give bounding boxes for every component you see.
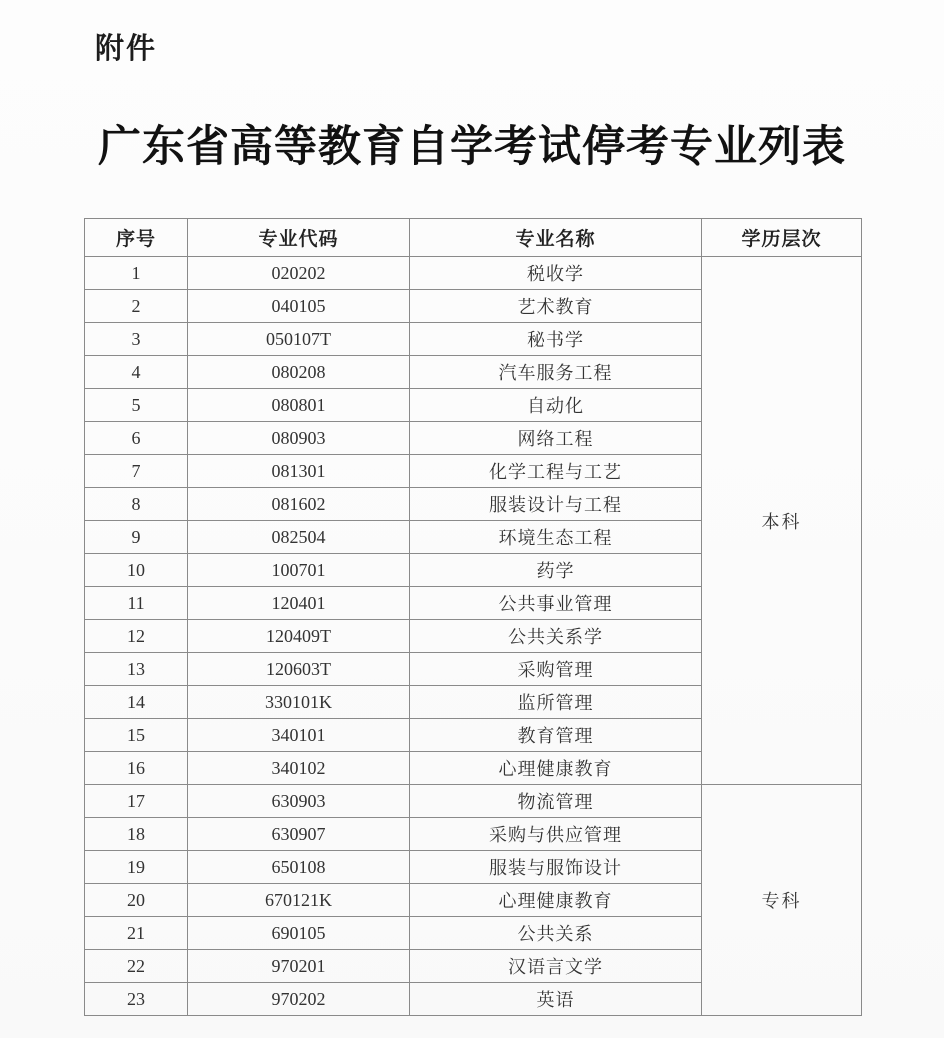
header-cell-name: 专业名称 <box>410 219 702 257</box>
cell-name: 自动化 <box>410 389 702 422</box>
cell-name: 公共关系学 <box>410 620 702 653</box>
cell-code: 050107T <box>188 323 410 356</box>
cell-name: 网络工程 <box>410 422 702 455</box>
attachment-label: 附件 <box>95 33 158 65</box>
cell-no: 2 <box>85 290 188 323</box>
cell-code: 120401 <box>188 587 410 620</box>
cell-no: 9 <box>85 521 188 554</box>
cell-no: 14 <box>85 686 188 719</box>
cell-no: 8 <box>85 488 188 521</box>
cell-code: 120603T <box>188 653 410 686</box>
cell-name: 采购管理 <box>410 653 702 686</box>
cell-no: 5 <box>85 389 188 422</box>
cell-no: 1 <box>85 257 188 290</box>
cell-no: 21 <box>85 917 188 950</box>
cell-name: 心理健康教育 <box>410 752 702 785</box>
cell-code: 120409T <box>188 620 410 653</box>
cell-code: 330101K <box>188 686 410 719</box>
cell-name: 汉语言文学 <box>410 950 702 983</box>
table-row <box>85 257 862 290</box>
cell-code: 970201 <box>188 950 410 983</box>
cell-code: 082504 <box>188 521 410 554</box>
cell-name: 汽车服务工程 <box>410 356 702 389</box>
cell-name: 服装设计与工程 <box>410 488 702 521</box>
cell-name: 公共关系 <box>410 917 702 950</box>
cell-code: 080801 <box>188 389 410 422</box>
cell-no: 17 <box>85 785 188 818</box>
cell-no: 20 <box>85 884 188 917</box>
cell-code: 630903 <box>188 785 410 818</box>
cell-no: 11 <box>85 587 188 620</box>
cell-no: 22 <box>85 950 188 983</box>
cell-name: 公共事业管理 <box>410 587 702 620</box>
cell-code: 081602 <box>188 488 410 521</box>
cell-no: 12 <box>85 620 188 653</box>
cell-code: 670121K <box>188 884 410 917</box>
cell-code: 340101 <box>188 719 410 752</box>
cell-no: 13 <box>85 653 188 686</box>
cell-name: 艺术教育 <box>410 290 702 323</box>
cell-code: 340102 <box>188 752 410 785</box>
page-title: 广东省高等教育自学考试停考专业列表 <box>98 124 846 171</box>
cell-name: 心理健康教育 <box>410 884 702 917</box>
header-cell-level: 学历层次 <box>702 219 862 257</box>
cell-name: 英语 <box>410 983 702 1016</box>
cell-name: 采购与供应管理 <box>410 818 702 851</box>
majors-table-body <box>85 257 862 1016</box>
header-cell-no: 序号 <box>85 219 188 257</box>
cell-name: 服装与服饰设计 <box>410 851 702 884</box>
suspended-majors-table <box>84 218 862 1016</box>
cell-name: 物流管理 <box>410 785 702 818</box>
cell-name: 监所管理 <box>410 686 702 719</box>
cell-code: 080208 <box>188 356 410 389</box>
cell-code: 020202 <box>188 257 410 290</box>
cell-education-level: 本科 <box>702 257 862 785</box>
cell-no: 15 <box>85 719 188 752</box>
cell-code: 650108 <box>188 851 410 884</box>
table-row <box>85 785 862 818</box>
header-row <box>85 219 862 257</box>
cell-no: 23 <box>85 983 188 1016</box>
header-cell-code: 专业代码 <box>188 219 410 257</box>
cell-code: 080903 <box>188 422 410 455</box>
cell-no: 10 <box>85 554 188 587</box>
cell-name: 药学 <box>410 554 702 587</box>
cell-code: 690105 <box>188 917 410 950</box>
cell-no: 3 <box>85 323 188 356</box>
cell-code: 040105 <box>188 290 410 323</box>
cell-no: 4 <box>85 356 188 389</box>
cell-code: 100701 <box>188 554 410 587</box>
cell-name: 秘书学 <box>410 323 702 356</box>
cell-no: 18 <box>85 818 188 851</box>
cell-code: 081301 <box>188 455 410 488</box>
cell-code: 630907 <box>188 818 410 851</box>
cell-name: 环境生态工程 <box>410 521 702 554</box>
table-header <box>85 219 862 257</box>
cell-code: 970202 <box>188 983 410 1016</box>
cell-education-level: 专科 <box>702 785 862 1016</box>
cell-no: 16 <box>85 752 188 785</box>
cell-name: 化学工程与工艺 <box>410 455 702 488</box>
cell-no: 7 <box>85 455 188 488</box>
cell-name: 税收学 <box>410 257 702 290</box>
cell-name: 教育管理 <box>410 719 702 752</box>
cell-no: 6 <box>85 422 188 455</box>
cell-no: 19 <box>85 851 188 884</box>
